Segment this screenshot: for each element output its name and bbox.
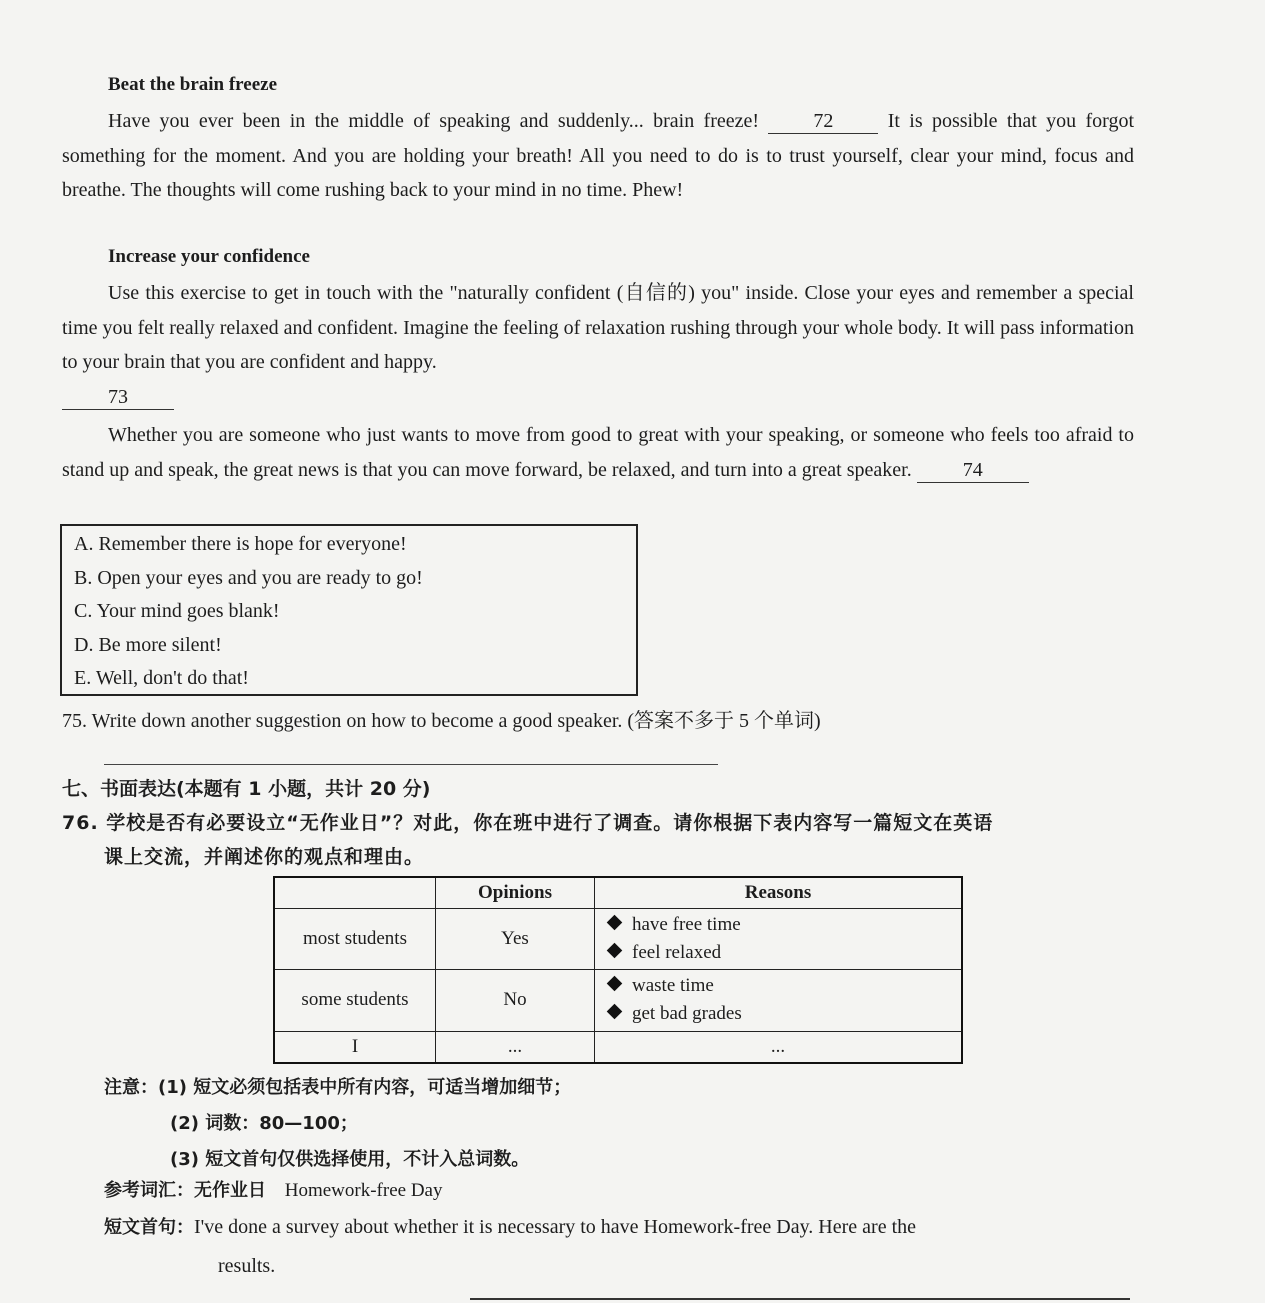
section-title-beat: Beat the brain freeze xyxy=(108,74,278,95)
row-group: I xyxy=(274,1031,436,1063)
bottom-divider xyxy=(470,1298,1130,1300)
table-header-opinions: Opinions xyxy=(436,877,595,909)
row-reasons: ... xyxy=(595,1031,963,1063)
opening-sentence xyxy=(104,1208,1134,1285)
row-opinion: Yes xyxy=(436,909,595,970)
paragraph-closing-text: Whether you are someone who just wants to move from good to great with your speaking, or someone who feels too afraid to stand up and speak, the great news is that you can move forward, be relaxed, and turn into a great speaker. xyxy=(62,424,1134,481)
blank-72[interactable]: 72 xyxy=(768,109,878,134)
paragraph-confidence xyxy=(62,276,1134,414)
diamond-bullet-icon xyxy=(607,943,623,959)
opening-text: I've done a survey about whether it is necessary to have Homework-free Day. Here are the xyxy=(194,1216,917,1238)
option-c: C. Your mind goes blank! xyxy=(74,600,280,622)
table-row xyxy=(274,970,962,1031)
table-row xyxy=(274,909,962,970)
row-opinion: No xyxy=(436,970,595,1031)
paragraph-confidence-text: Use this exercise to get in touch with the "naturally confident (自信的) you" inside. Close your eyes and remember a special time you felt really relaxed and confident. Imagine the feeling of relaxation rushing through your whole body. It will pass information to your brain that you are confident and happy. xyxy=(62,282,1134,373)
question-76-line1: 76. 学校是否有必要设立“无作业日”？对此，你在班中进行了调查。请你根据下表内容写一篇短文在英语 xyxy=(62,812,994,834)
question-76-line2: 课上交流，并阐述你的观点和理由。 xyxy=(104,846,425,868)
options-box xyxy=(60,524,638,696)
reason-text: waste time xyxy=(632,975,714,997)
notes xyxy=(104,1070,571,1178)
notes-item: (1) 短文必须包括表中所有内容，可适当增加细节； xyxy=(158,1077,572,1098)
opening-label: 短文首句： xyxy=(104,1217,194,1238)
option-b: B. Open your eyes and you are ready to go! xyxy=(74,566,423,589)
table-header-row xyxy=(274,877,962,909)
section-7-title: 七、书面表达(本题有 1 小题，共计 20 分) xyxy=(62,778,431,800)
notes-item: (2) 词数：80—100； xyxy=(170,1113,358,1134)
paragraph-beat xyxy=(62,104,1134,208)
option-e: E. Well, don't do that! xyxy=(74,667,249,689)
table-row xyxy=(274,1031,962,1063)
question-75: 75. Write down another suggestion on how to become a good speaker. (答案不多于 5 个单词) xyxy=(62,710,821,732)
option-a: A. Remember there is hope for everyone! xyxy=(74,533,407,555)
row-opinion: ... xyxy=(436,1031,595,1063)
survey-table xyxy=(273,876,963,1064)
option-d: D. Be more silent! xyxy=(74,633,222,656)
answer-line-75[interactable] xyxy=(104,764,718,765)
reason-text: have free time xyxy=(632,914,741,936)
paragraph-beat-text2: It is possible that you forgot something for the moment. And you are holding your breath! All you need to do is to trust yourself, clear your mind, focus and breathe. The thoughts will come rushing back to your mind in no time. Phew! xyxy=(62,110,1135,201)
table-header-reasons: Reasons xyxy=(595,877,963,909)
diamond-bullet-icon xyxy=(607,915,623,931)
paragraph-closing xyxy=(62,418,1134,487)
row-group: some students xyxy=(274,970,436,1031)
notes-label: 注意： xyxy=(104,1077,158,1098)
row-group: most students xyxy=(274,909,436,970)
row-reasons xyxy=(595,970,963,1031)
row-reasons xyxy=(595,909,963,970)
reason-text: get bad grades xyxy=(632,1003,742,1025)
section-title-confidence: Increase your confidence xyxy=(108,246,310,267)
blank-74[interactable]: 74 xyxy=(917,458,1029,483)
notes-item: (3) 短文首句仅供选择使用，不计入总词数。 xyxy=(170,1149,530,1170)
opening-continuation: results. xyxy=(218,1255,276,1277)
diamond-bullet-icon xyxy=(607,976,623,992)
blank-73[interactable]: 73 xyxy=(62,385,174,410)
vocab-term: Homework-free Day xyxy=(284,1180,443,1201)
reference-vocab xyxy=(104,1176,442,1202)
vocab-label: 参考词汇：无作业日 xyxy=(104,1180,266,1201)
diamond-bullet-icon xyxy=(607,1004,623,1020)
question-76 xyxy=(62,806,1134,874)
reason-text: feel relaxed xyxy=(632,942,722,964)
table-header-blank xyxy=(274,877,436,909)
paragraph-beat-text1: Have you ever been in the middle of speaking and suddenly... brain freeze! xyxy=(108,110,760,132)
